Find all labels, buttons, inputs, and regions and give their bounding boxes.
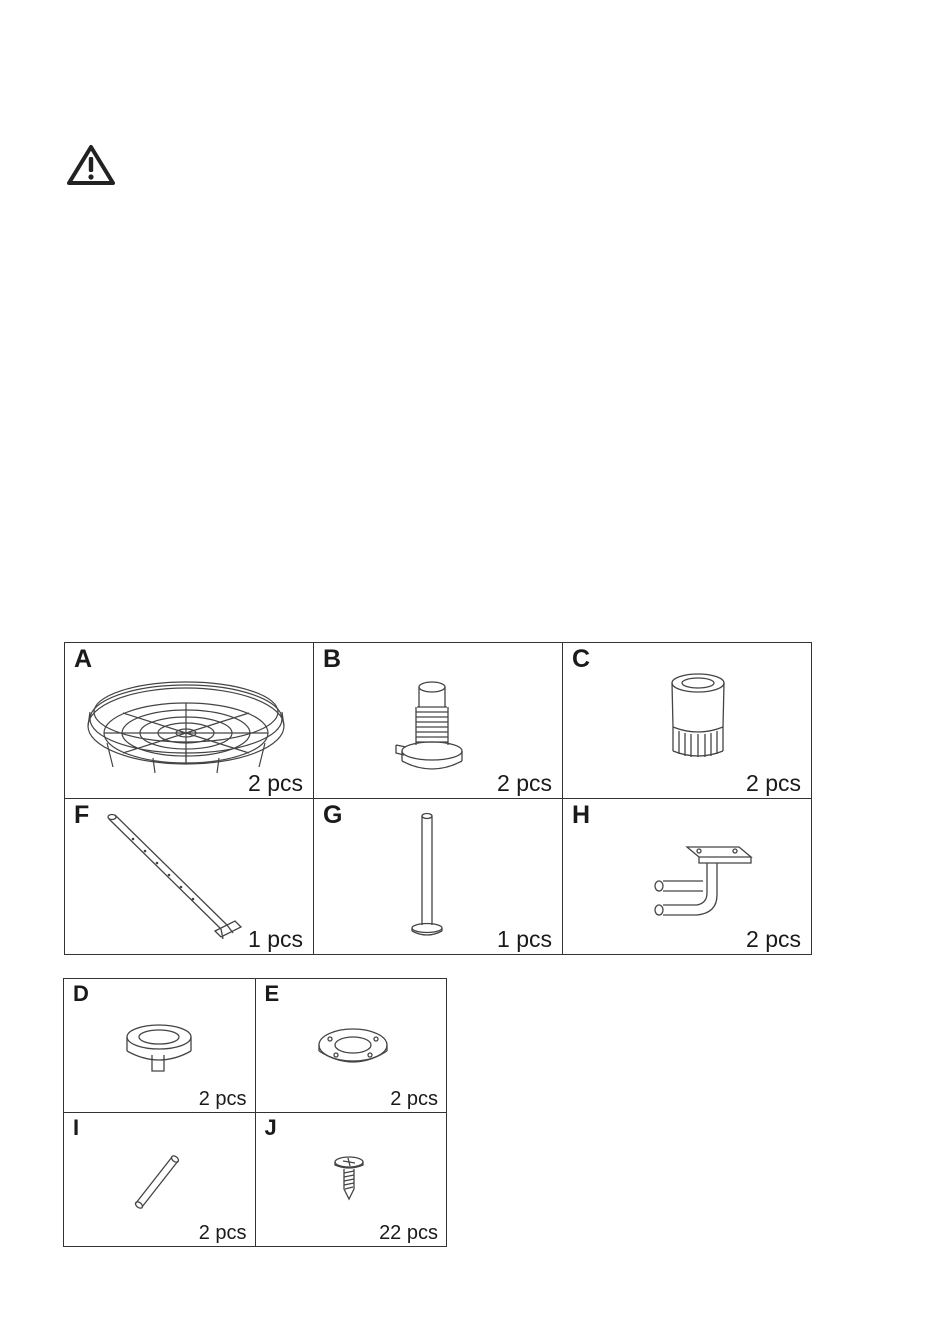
part-letter: A [74,645,93,673]
pole-with-base-icon [410,811,444,939]
part-cell-d [64,979,256,1113]
slotted-ring-icon [124,1019,194,1079]
part-quantity: 2 pcs [497,770,552,796]
part-cell-j [255,1113,447,1247]
part-cell-f [65,799,314,955]
threaded-hub-icon [392,679,470,781]
part-quantity: 2 pcs [248,770,303,796]
part-cell-h [563,799,812,955]
part-cell-a [65,643,314,799]
part-quantity: 1 pcs [248,926,303,952]
part-cell-i [64,1113,256,1247]
wire-basket-tray-icon [83,669,289,781]
perforated-pole-icon [103,813,249,945]
part-letter: I [73,1115,80,1140]
part-quantity: 2 pcs [746,770,801,796]
part-cell-g [314,799,563,955]
part-letter: G [323,801,343,829]
mounting-bracket-icon [643,843,753,919]
part-letter: H [572,801,591,829]
part-cell-b [314,643,563,799]
part-quantity: 22 pcs [379,1222,438,1244]
part-cell-c [563,643,812,799]
parts-table-small [63,978,447,1247]
flange-plate-icon [316,1023,390,1077]
pin-icon [132,1153,184,1213]
part-quantity: 2 pcs [198,1088,247,1110]
part-letter: C [572,645,591,673]
part-quantity: 2 pcs [746,926,801,952]
screw-icon [332,1155,366,1201]
part-letter: D [73,981,89,1006]
part-letter: E [264,981,280,1006]
part-letter: J [264,1115,277,1140]
part-quantity: 1 pcs [497,926,552,952]
warning-triangle-icon [66,144,116,186]
parts-table-main [64,642,812,955]
part-letter: B [323,645,342,673]
part-quantity: 2 pcs [390,1088,438,1110]
ribbed-bushing-icon [667,671,729,761]
part-quantity: 2 pcs [198,1222,247,1244]
part-letter: F [74,801,90,829]
part-cell-e [255,979,447,1113]
